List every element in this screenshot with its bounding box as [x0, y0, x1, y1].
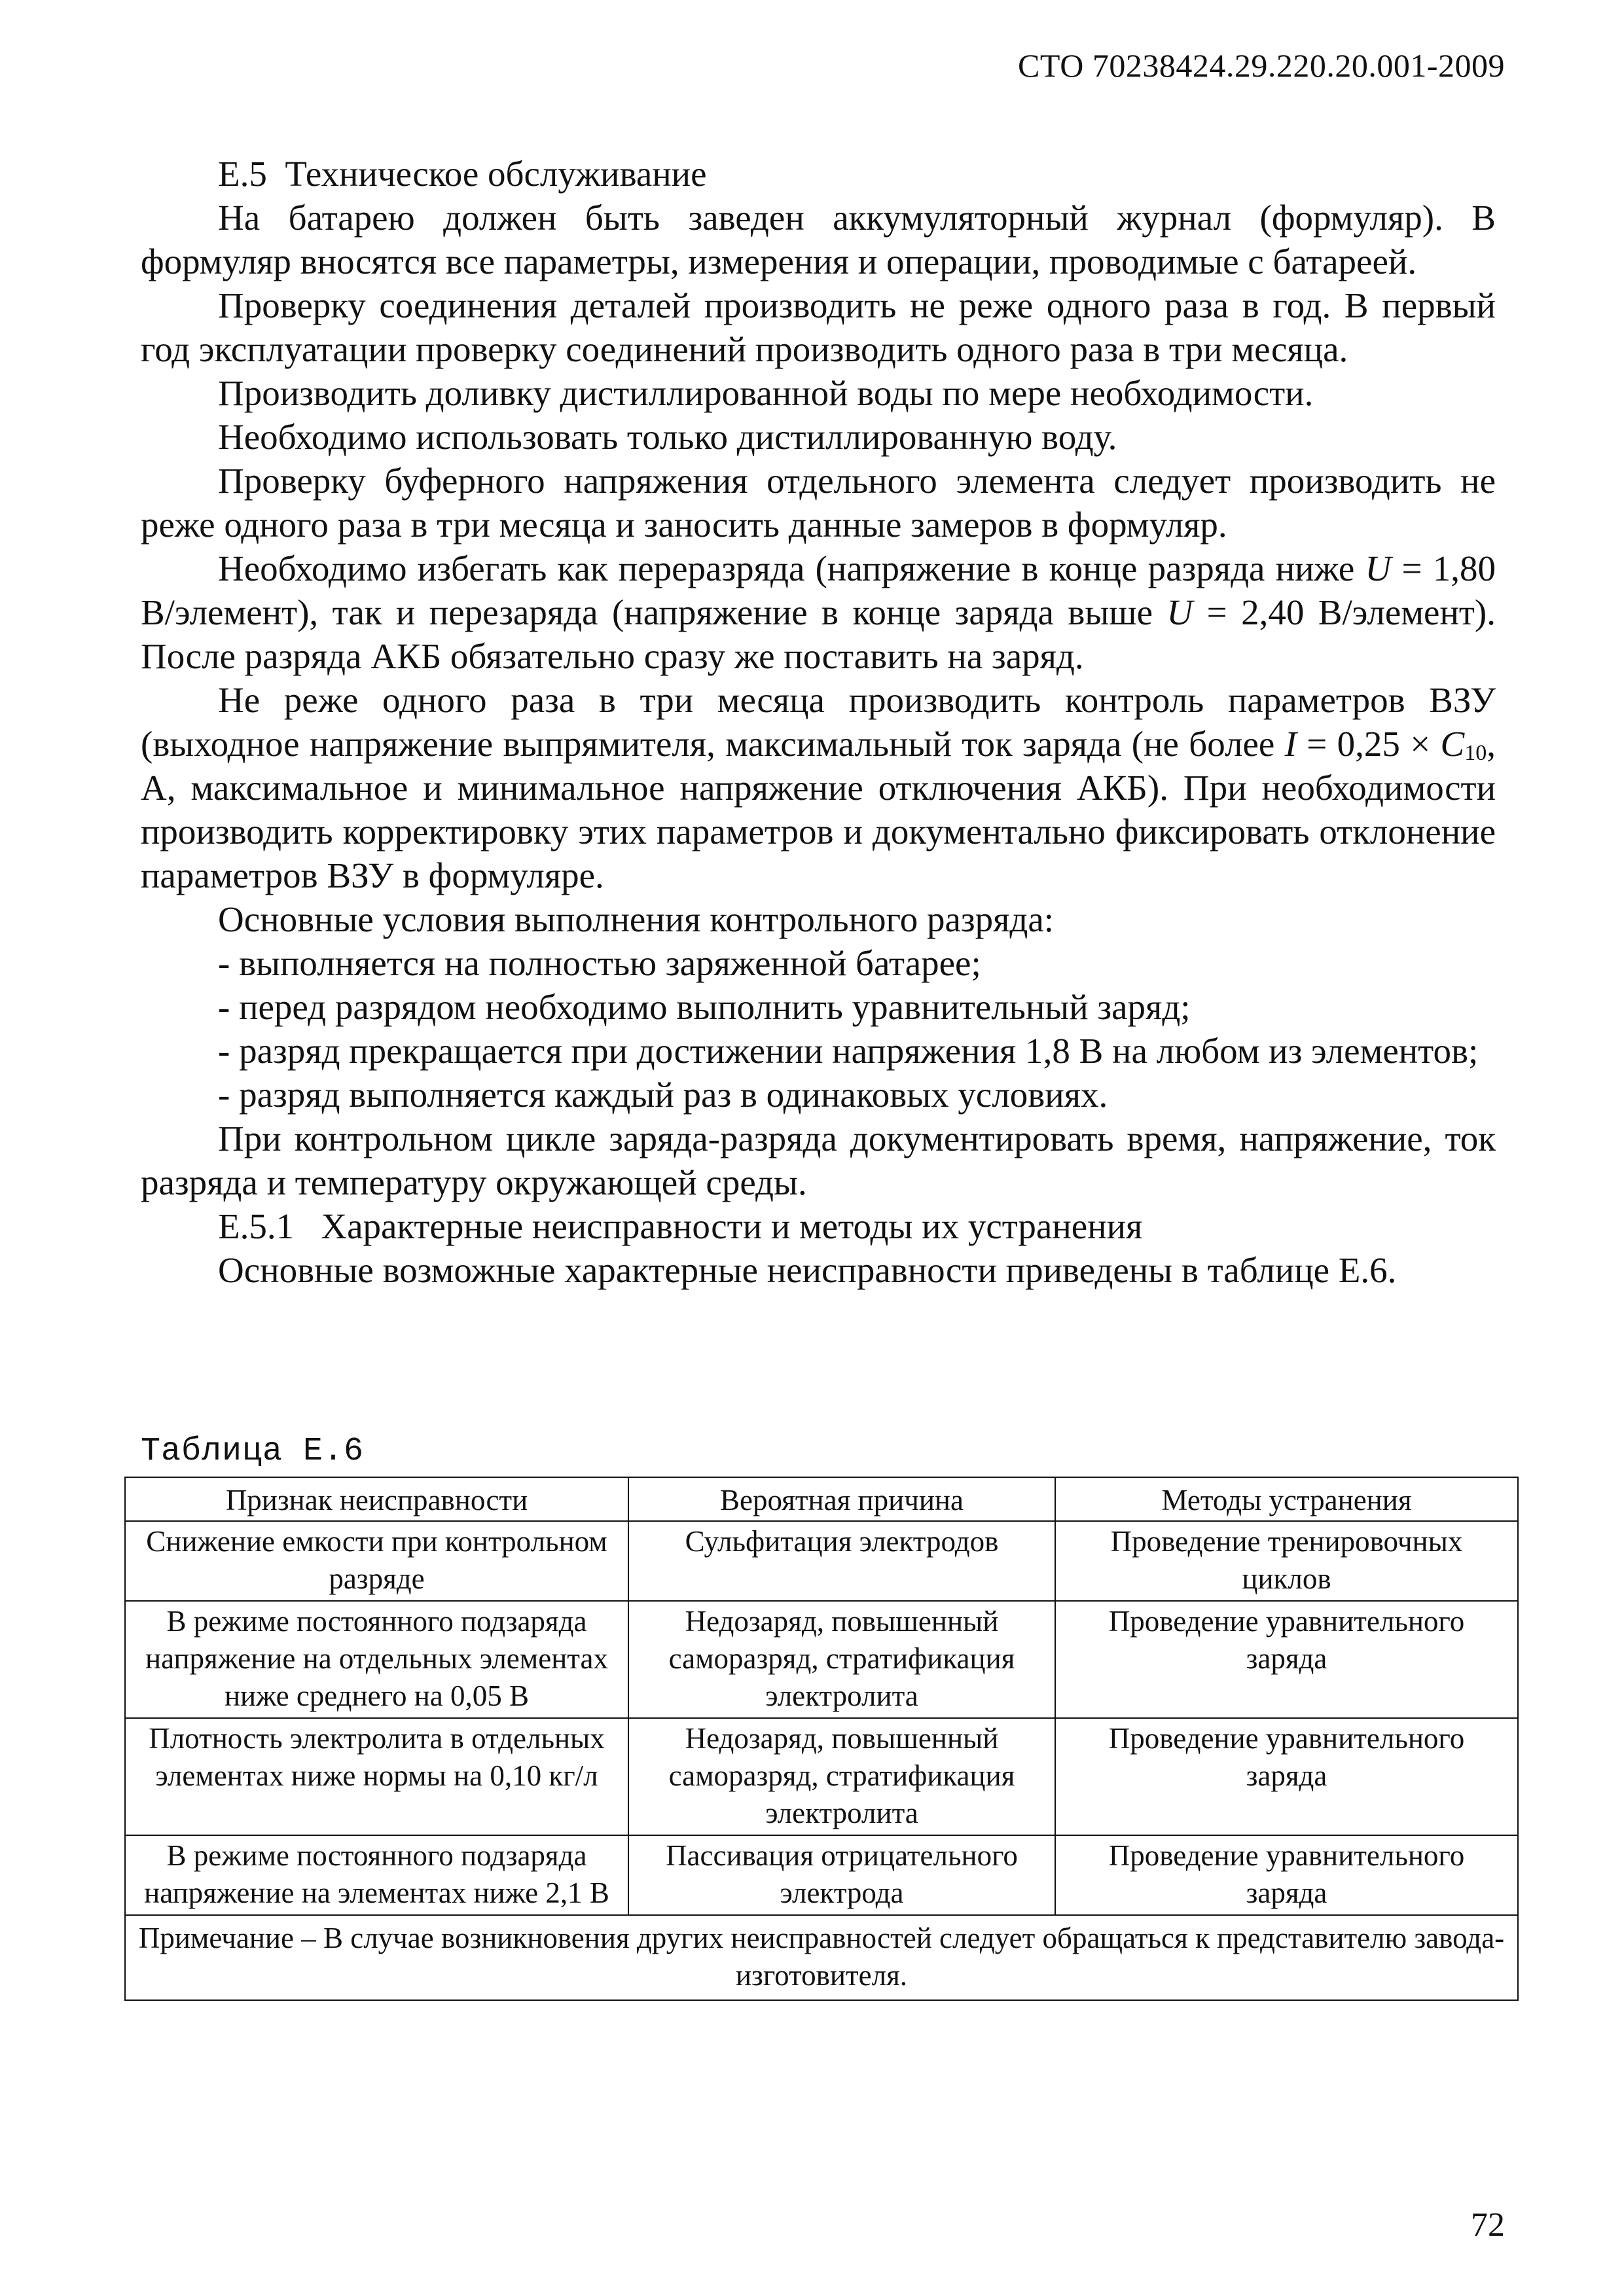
table-cell: Недозаряд, повышенный саморазряд, стратификация электролита [628, 1718, 1055, 1835]
body-text [141, 152, 1496, 1292]
table-cell: Проведение уравнительного заряда [1055, 1601, 1518, 1718]
text-span: , А, максимальное и минимальное напряжение отключения АКБ). При необходимости производить корректировку этих параметров и документально фиксировать отклонение параметров ВЗУ в формуляре. [141, 724, 1496, 895]
table-caption: Таблица Е.6 [141, 1433, 365, 1470]
voltage-symbol: U [1166, 592, 1193, 632]
page-number: 72 [1471, 2206, 1505, 2244]
text-span: Не реже одного раза в три месяца производить контроль параметров ВЗУ (выходное напряжение выпрямителя, максимальный ток заряда (не более [141, 680, 1496, 764]
faults-table [124, 1477, 1519, 2001]
paragraph-distilled-water: Необходимо использовать только дистиллированную воду. [218, 417, 1117, 457]
paragraph-buffer-voltage: Проверку буферного напряжения отдельного элемента следует производить не реже одного раза в три месяца и заносить данные замеров в формуляр. [141, 461, 1496, 545]
text-span: = 0,25 × [1296, 724, 1441, 764]
table-header-row [125, 1477, 1518, 1521]
table-cell: Недозаряд, повышенный саморазряд, стратификация электролита [628, 1601, 1055, 1718]
table-cell: Проведение тренировочных циклов [1055, 1521, 1518, 1601]
table-row [125, 1601, 1518, 1718]
table-note: Примечание – В случае возникновения других неисправностей следует обращаться к представителю завода-изготовителя. [125, 1915, 1518, 2000]
section-number: Е.5 [218, 154, 267, 194]
paragraph-discharge-conditions: Основные условия выполнения контрольного разряда: [218, 899, 1055, 939]
paragraph-journal: На батарею должен быть заведен аккумуляторный журнал (формуляр). В формуляр вносятся все параметры, измерения и операции, проводимые с батареей. [141, 198, 1496, 281]
paragraph-documentation: При контрольном цикле заряда-разряда документировать время, напряжение, ток разряда и температуру окружающей среды. [141, 1119, 1496, 1202]
table-row [125, 1521, 1518, 1601]
table-row [125, 1718, 1518, 1835]
list-item: - разряд выполняется каждый раз в одинаковых условиях. [218, 1075, 1108, 1115]
table-cell: Сульфитация электродов [628, 1521, 1055, 1601]
list-item: - выполняется на полностью заряженной батарее; [218, 943, 981, 983]
paragraph-table-reference: Основные возможные характерные неисправности приведены в таблице Е.6. [218, 1250, 1397, 1290]
section-title: Техническое обслуживание [285, 154, 707, 194]
table-header-cell: Признак неисправности [125, 1477, 628, 1521]
capacity-symbol: C [1440, 724, 1465, 764]
table-cell: Проведение уравнительного заряда [1055, 1835, 1518, 1915]
voltage-symbol: U [1365, 548, 1392, 588]
paragraph-connections: Проверку соединения деталей производить не реже одного раза в год. В первый год эксплуатации проверку соединений производить одного раза в три месяца. [141, 285, 1496, 369]
table-cell: Пассивация отрицательного электрода [628, 1835, 1055, 1915]
table-cell: Плотность электролита в отдельных элементах ниже нормы на 0,10 кг/л [125, 1718, 628, 1835]
table-note-row [125, 1915, 1518, 2000]
text-span: = 1,80 В/элемент), так и перезаряда (напряжение в конце заряда выше [141, 548, 1496, 632]
paragraph-overdischarge [141, 547, 1496, 678]
document-code-header: СТО 70238424.29.220.20.001-2009 [1018, 47, 1505, 84]
paragraph-water-topup: Производить доливку дистиллированной воды по мере необходимости. [218, 373, 1314, 413]
table-header-cell: Вероятная причина [628, 1477, 1055, 1521]
table-header-cell: Методы устранения [1055, 1477, 1518, 1521]
current-symbol: I [1284, 724, 1297, 764]
capacity-subscript: 10 [1464, 741, 1487, 765]
text-span: = 2,40 В/элемент). После разряда АКБ обязательно сразу же поставить на заряд. [141, 592, 1496, 676]
paragraph-charger-control [141, 678, 1496, 897]
section-heading [141, 152, 1496, 196]
table-cell: Снижение емкости при контрольном разряде [125, 1521, 628, 1601]
table-cell: Проведение уравнительного заряда [1055, 1718, 1518, 1835]
subsection-heading: Е.5.1 Характерные неисправности и методы их устранения [218, 1206, 1143, 1246]
table-cell: В режиме постоянного подзаряда напряжение на отдельных элементах ниже среднего на 0,05 В [125, 1601, 628, 1718]
text-span: Необходимо избегать как переразряда (напряжение в конце разряда ниже [218, 548, 1365, 588]
table-cell: В режиме постоянного подзаряда напряжение на элементах ниже 2,1 В [125, 1835, 628, 1915]
list-item: - разряд прекращается при достижении напряжения 1,8 В на любом из элементов; [218, 1031, 1479, 1071]
table-row [125, 1835, 1518, 1915]
list-item: - перед разрядом необходимо выполнить уравнительный заряд; [218, 987, 1191, 1027]
